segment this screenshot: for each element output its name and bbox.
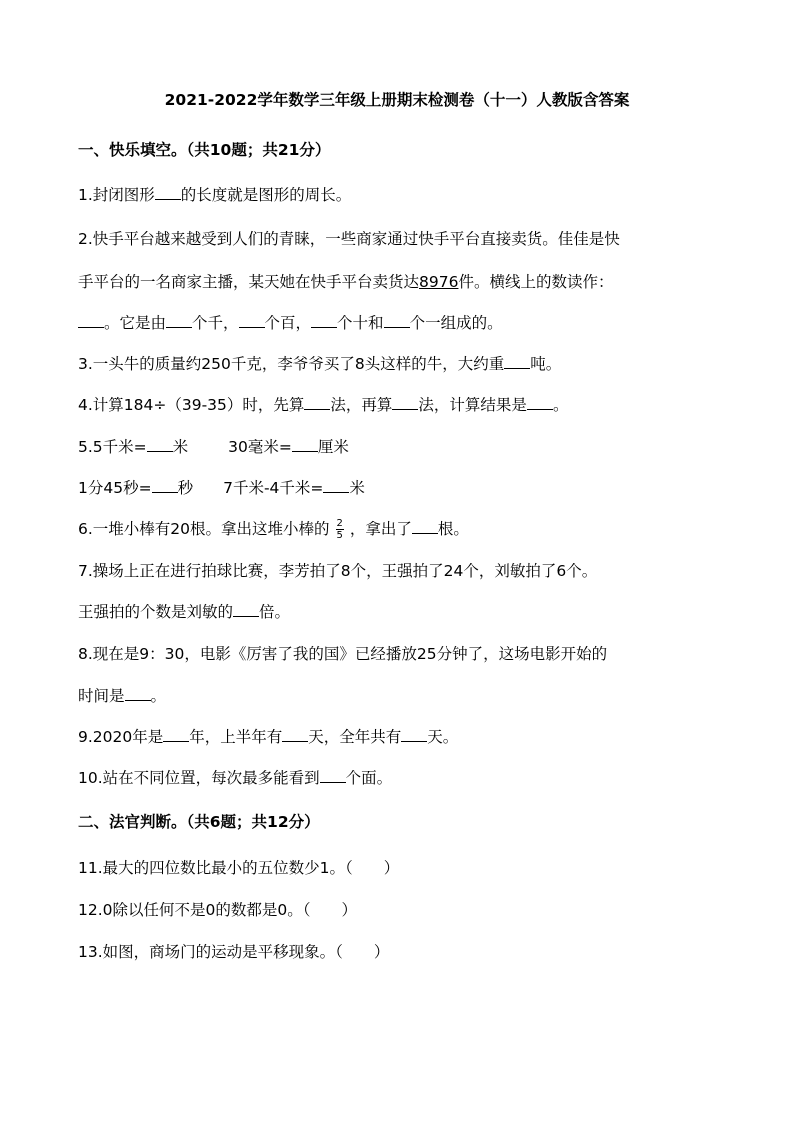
q4-text-c: 法，计算结果是 [418,396,527,414]
question-7-line-2 [78,602,290,622]
answer-blank[interactable] [384,313,410,328]
q6-text-a: 6.一堆小棒有20根。拿出这堆小棒的 [78,520,330,538]
q5-text-a: 5.5千米= [78,438,147,456]
section-fill-in-heading: 一、快乐填空。（共10题；共21分） [78,141,331,159]
question-2-line-2 [78,272,613,292]
fraction-numerator: 2 [336,518,343,529]
q10-text-b: 个面。 [345,769,393,787]
q10-text-a: 10.站在不同位置，每次最多能看到 [78,769,320,787]
answer-blank[interactable] [163,727,189,742]
question-2-line-3 [78,313,503,333]
answer-blank[interactable] [155,185,181,200]
q2-text-e: 个百， [264,314,312,332]
q5-text-d: 厘米 [317,438,349,456]
question-5-line-2 [78,478,365,498]
question-6 [78,518,469,541]
q5-text-f: 秒 [177,479,194,497]
section-judgment-heading: 二、法官判断。（共6题；共12分） [78,813,320,831]
question-8-line-1: 8.现在是9：30，电影《厉害了我的国》已经播放25分钟了，这场电影开始的 [78,645,608,663]
q8-text-b: 。 [150,687,167,705]
q4-text-a: 4.计算184÷（39-35）时，先算 [78,396,305,414]
question-12: 12.0除以任何不是0的数都是0。（ ） [78,901,357,919]
answer-blank[interactable] [166,313,192,328]
answer-blank[interactable] [292,437,318,452]
question-11: 11.最大的四位数比最小的五位数少1。（ ） [78,859,400,877]
q5-text-c: 30毫米= [228,438,292,456]
answer-blank[interactable] [504,354,530,369]
q2-text-f: 个十和 [337,314,384,332]
q1-text-b: 的长度就是图形的周长。 [180,186,352,204]
q5-text-b: 米 [172,438,189,456]
question-4 [78,395,568,415]
answer-blank[interactable] [412,519,438,534]
q5-text-g: 7千米-4千米= [223,479,324,497]
answer-blank[interactable] [311,313,337,328]
q9-text-a: 9.2020年是 [78,728,164,746]
q2-text-d: 个千， [192,314,239,332]
question-1 [78,185,351,205]
page-title: 2021-2022学年数学三年级上册期末检测卷（十一）人教版含答案 [164,91,630,109]
fraction-denominator: 5 [336,530,343,541]
answer-blank[interactable] [392,395,418,410]
q1-text-a: 1.封闭图形 [78,186,155,204]
q2-underlined-number: 8976 [419,273,459,291]
q7-text-a: 王强拍的个数是刘敏的 [78,603,234,621]
answer-blank[interactable] [527,395,553,410]
question-13: 13.如图，商场门的运动是平移现象。（ ） [78,943,390,961]
q2-text-c: 。它是由 [104,314,167,332]
q5-text-h: 米 [349,479,365,497]
q2-text-a: 手平台的一名商家主播，某天她在快手平台卖货达 [78,273,420,291]
q6-text-c: 根。 [437,520,469,538]
answer-blank[interactable] [323,478,349,493]
q9-text-b: 年，上半年有 [189,728,283,746]
answer-blank[interactable] [401,727,427,742]
answer-blank[interactable] [125,686,151,701]
q6-text-b: ，拿出了 [349,520,412,538]
q2-text-b: 件。横线上的数读作： [458,273,614,291]
question-9 [78,727,458,747]
q9-text-d: 天。 [427,728,459,746]
answer-blank[interactable] [282,727,308,742]
q7-text-b: 倍。 [259,603,291,621]
q3-text-a: 3.一头牛的质量约250千克，李爷爷买了8头这样的牛，大约重 [78,355,505,373]
question-8-line-2 [78,686,166,706]
q4-text-b: 法，再算 [330,396,393,414]
q2-text-g: 个一组成的。 [409,314,503,332]
question-5-line-1 [78,437,349,457]
q4-text-d: 。 [552,396,569,414]
answer-blank[interactable] [320,768,346,783]
q9-text-c: 天，全年共有 [308,728,402,746]
question-7-line-1: 7.操场上正在进行拍球比赛，李芳拍了8个，王强拍了24个，刘敏拍了6个。 [78,562,598,580]
answer-blank[interactable] [147,437,173,452]
answer-blank[interactable] [304,395,330,410]
q8-text-a: 时间是 [78,687,125,705]
answer-blank[interactable] [233,602,259,617]
question-3 [78,354,561,374]
answer-blank[interactable] [152,478,178,493]
answer-blank[interactable] [78,313,104,328]
question-2-line-1: 2.快手平台越来越受到人们的青睐，一些商家通过快手平台直接卖货。佳佳是快 [78,230,620,248]
q3-text-b: 吨。 [530,355,562,373]
q5-text-e: 1分45秒= [78,479,152,497]
question-10 [78,768,392,788]
answer-blank[interactable] [239,313,265,328]
fraction [336,518,344,541]
